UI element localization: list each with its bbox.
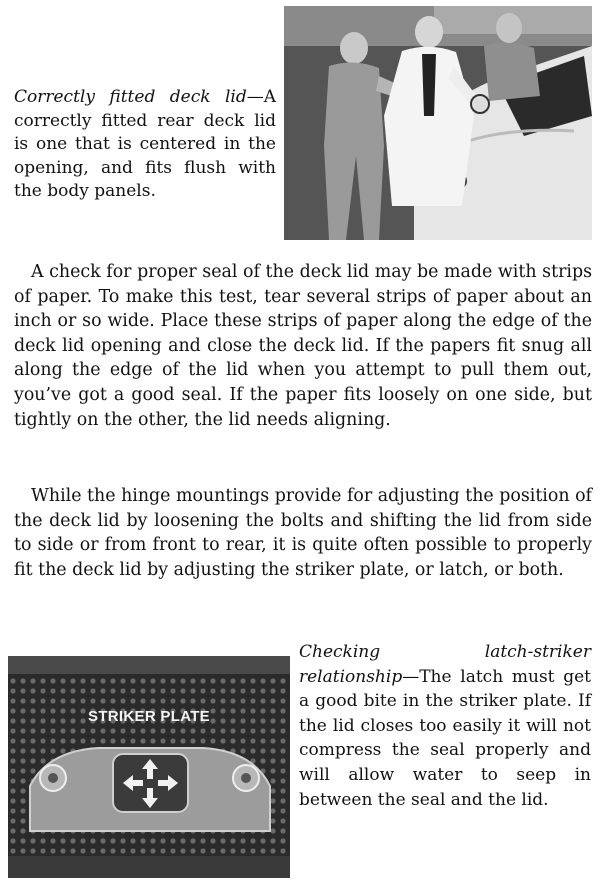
photo-mechanics-fitting-deck-lid [284,6,592,240]
caption-lead: Checking latch-striker relationship [299,642,591,687]
photo-caption-deck-lid [14,86,276,204]
photo-striker-plate [8,656,290,878]
photo-caption-latch-striker [299,640,591,812]
paragraph-hinge-adjustment: While the hinge mountings provide for adjusting the position of the deck lid by loosening the bolts and shifting the lid from side to side or from front to rear, it is quite often possible to properly fit the deck lid by adjusting the striker plate, or latch, or both. [14,486,592,580]
striker-plate-illustration [8,656,290,878]
paragraph-paper-strip-test: A check for proper seal of the deck lid may be made with strips of paper. To make this test, tear several strips of paper about an inch or so wide. Place these strips of paper along the edge of the deck lid opening and close the deck lid. If the papers fit snug all along the edge of the lid when you attempt to pull them out, you’ve got a good seal. If the paper fits loosely on one side, but tightly on the other, the lid needs aligning. [14,262,592,430]
caption-body: —The latch must get a good bite in the striker plate. If the lid closes too easily it will not compress the seal properly and will allow water to seep in between the seal and the lid. [299,666,591,810]
mechanics-photo-illustration [284,6,592,240]
caption-lead: Correctly fitted deck lid [14,87,247,107]
striker-plate-label: STRIKER PLATE [88,708,210,725]
caption-body: —A correctly fitted rear deck lid is one that is centered in the opening, and fits flush with the body panels. [14,87,276,201]
